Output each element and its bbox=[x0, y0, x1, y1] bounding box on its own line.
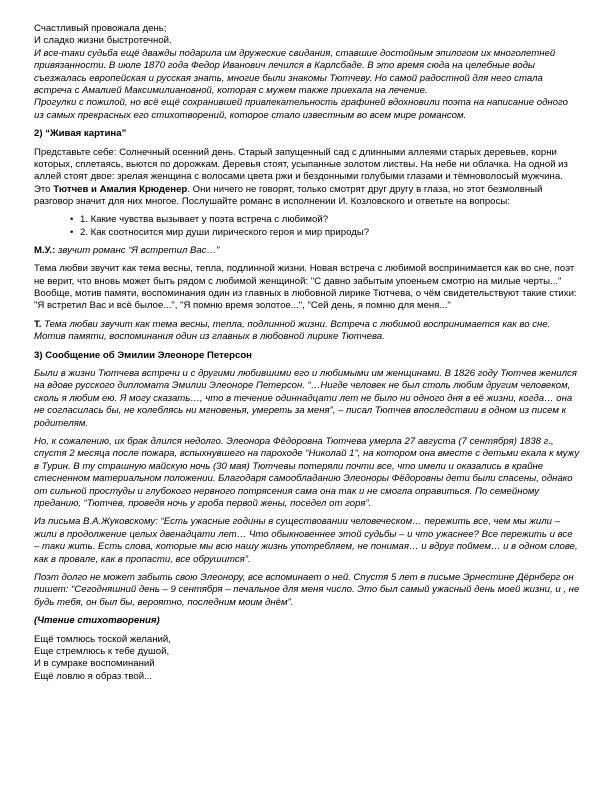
section-3-heading: 3) Сообщение об Эмилии Элеоноре Петерсон bbox=[34, 349, 252, 361]
mu-label: М.У.: bbox=[34, 244, 56, 256]
t-text: Тема любви звучит как тема весны, тепла, подлинной жизни. Встреча с любимой воспринимается как во сне. Мотив памяти, воспоминания один из главных в любовной лирике Тютчева. bbox=[34, 318, 551, 343]
final-poem-line-4: Ещё ловлю я образ твой... bbox=[34, 670, 153, 682]
t-paragraph bbox=[34, 319, 580, 344]
question-list bbox=[34, 213, 580, 239]
final-poem-line-3: И в сумраке воспоминаний bbox=[34, 658, 155, 670]
intro-poem-line-1: Счастливый провожала день; bbox=[34, 23, 167, 34]
section-2-text-before: Представьте себе: Солнечный осенний день. Старый запущенный сад с длинными аллеями старых деревьев, корни которых, сплетаясь, вьются по дорожкам. Деревья стоят, усыпанные золотом листвы. На небе ни облачка. На одной из аллей стоят двое: зрелая женщина с волосами цвета ржи и бездонными голубыми глазами и тёмноволосый мужчина. Это bbox=[34, 146, 568, 195]
reading-heading: (Чтение стихотворения) bbox=[34, 615, 160, 627]
intro-paragraph: И все-таки судьба ещё дважды подарила им дружеские свидания, ставшие достойным эпилогом их многолетней привязанности. В июле 1870 года Федор Иванович лечился в Карлсбаде. В это время сюда на целебные воды съезжалась европейская и русская знать, многие были знакомы Тютчеву. Но самой радостной для него стала встреча с Амалией Максимилиановной, которая с мужем также приехала на лечение. bbox=[34, 47, 556, 97]
section-3-paragraph-1: Были в жизни Тютчева встречи и с другими любившими его и любимыми им женщинами. В 1826 году Тютчев женился на вдове русского дипломата Эмилии Элеоноре Петерсон. “…Нигде человек не был столь любим другим человеком, сколь я любим ею. Я могу сказать…, что в течение одиннадцати лет не было ни одного дня в её жизни, когда… она не согласилась бы, не колеблясь ни мгновенья, умереть за меня”, – писал Тютчев впоследствии в одном из писем к родителям. bbox=[34, 367, 577, 429]
section-2-heading: 2) “Живая картина” bbox=[34, 128, 127, 140]
section-3-paragraph-3: Из письма В.А.Жуковскому: “Есть ужасные годины в существовании человеческом… пережить все, чем мы жили – жили в продолжение целых двенадцати лет… Что обыкновеннее этой судьбы – и что ужаснее? Все пережить и все – таки жить. Есть слова, которые мы всю нашу жизнь употребляем, не понимая… и вдруг поймем… и в одном слове, как в провале, как в пропасти, все обрушится”. bbox=[34, 516, 578, 565]
bullet-icon: • bbox=[70, 213, 74, 225]
t-label: Т. bbox=[34, 318, 42, 330]
question-text: 1. Какие чувства вызывает у поэта встреча с любимой? bbox=[80, 213, 329, 225]
document-page bbox=[34, 23, 580, 683]
mu-paragraph: Тема любви звучит как тема весны, тепла, подлинной жизни. Новая встреча с любимой воспринимается как во сне, поэт не верит, что вновь может быть рядом с любимой женщиной: "С давно забытым упоеньем смотрю на милые черты..." Вообще, мотив памяти, воспоминания один из главных в любовной лирике Тютчева, о чём свидетельствуют такие стихи: "Я встретил Вас и всё былое...", "Я помню время золотое...", "Сей день, я помню для меня..." bbox=[34, 263, 577, 312]
mu-line bbox=[34, 245, 580, 257]
section-2-bold-names: Тютчев и Амалия Крюденер bbox=[53, 183, 188, 195]
intro-poem-line-2: И сладко жизни быстротечной. bbox=[34, 35, 172, 47]
question-text: 2. Как соотносится мир души лирического героя и мир природы? bbox=[80, 226, 370, 238]
question-item bbox=[34, 226, 580, 239]
section-3-paragraph-2: Но, к сожалению, их брак длился недолго. Элеонора Фёдоровна Тютчева умерла 27 августа (7 сентября) 1838 г., спустя 2 месяца после пожара, вспыхнувшего на пароходе “Николай 1”, на котором она вместе с детьми ехала к мужу в Турин. В ту страшную майскую ночь (30 мая) Тютчевы потеряли почти все, что имели и оказались в крайне стесненном материальном положении. Благодаря самообладанию Элеоноры Фёдоровны дети были спасены, однако от сильной простуды и глубокого нервного потрясения сама она так и не смогла оправиться. По семейному преданию, “Тютчев, проведя ночь у гроба первой жены, поседел от горя”. bbox=[34, 435, 580, 509]
section-2-text-after: . Они ничего не говорят, только смотрят друг другу в глаза, но этот безмолвный разговор значит для них многое. Послушайте романс в исполнении И. Козловского и ответьте на вопросы: bbox=[34, 183, 543, 208]
intro-paragraph-2: Прогулки с пожилой, но всё ещё сохранившей привлекательность графиней вдохновили поэта на написание одного из самых прекрасных его стихотворений, которое стало известным во всем мире романсом. bbox=[34, 97, 568, 121]
final-poem-line-1: Ещё томлюсь тоской желаний, bbox=[34, 633, 171, 645]
bullet-icon: • bbox=[70, 226, 74, 238]
mu-text: звучит романс “Я встретил Вас…” bbox=[55, 244, 220, 256]
section-3-paragraph-4: Поэт долго не может забыть свою Элеонору, все вспоминает о ней. Спустя 5 лет в письме Эрнестине Дёрнберг он пишет: “Сегодняшний день – 9 сентября – печальное для меня число. Это был самый ужасный день моей жизни, и , не будь тебя, он был бы, вероятно, последним моим днём”. bbox=[34, 572, 580, 608]
final-poem-line-2: Еще стремлюсь к тебе душой, bbox=[34, 646, 170, 658]
section-2-paragraph bbox=[34, 147, 580, 209]
question-item bbox=[34, 213, 580, 226]
